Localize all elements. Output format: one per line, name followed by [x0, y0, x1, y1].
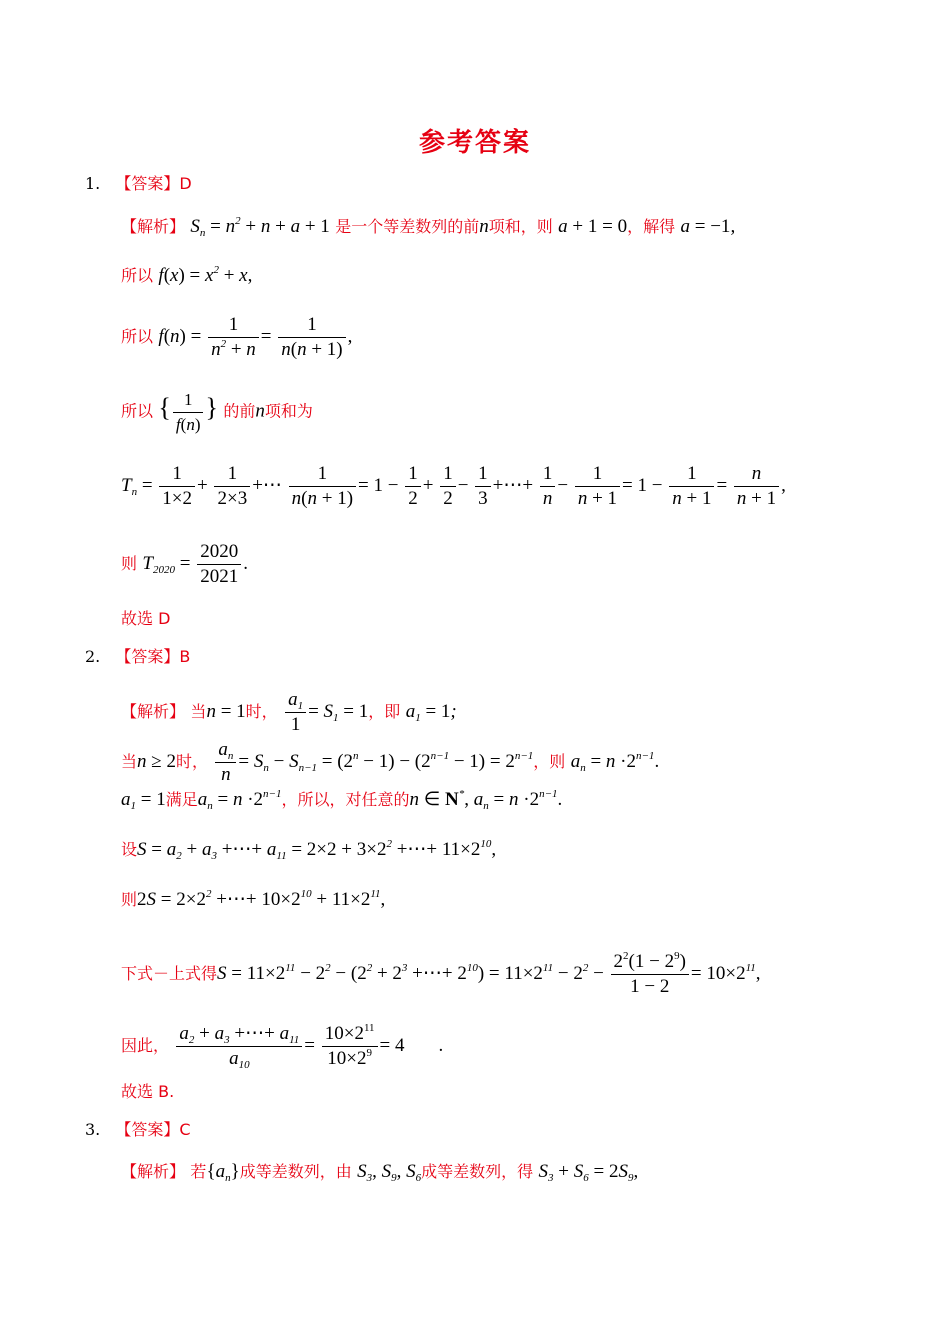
q3-header	[85, 1118, 191, 1142]
q3-analysis-line-1: 【解析】 若$\{a_n\}$成等差数列，由 $S_3$, $S_9$, $S_6$成等差数列，得 $S_3 + S_6 = 2S_9$,	[121, 1161, 639, 1184]
q1-analysis-label: 【解析】	[121, 217, 186, 236]
q3-number: 3.	[85, 1120, 101, 1139]
q1-analysis-line-1: 【解析】 $S_n = n^2 + n + a + 1$ 是一个等差数列的前n项和，则 a + 1 = 0，解得 a = −1,	[121, 215, 736, 239]
q2-analysis-line-7: 因此， $\frac{a_2 + a_3 +\cdots+ a_{11}}{a_{10}}$ = $\frac{10\times 2^{11}}{10\times 2^9}$ = 4 .	[121, 1022, 444, 1071]
q2-analysis-line-2: 当n ≥ 2时， $\frac{a_n}{n}$ = $S_n - S_{n-1} = (2^n - 1) - (2^{n-1} - 1) = 2^{n-1}$，则 $a_n = n \cdot 2^{n-1}$.	[121, 739, 660, 785]
q2-analysis-line-5: 则$2S = 2\times 2^2$ +⋯+ $10\times 2^{10} + 11\times 2^{11}$,	[121, 888, 386, 910]
q1-analysis-line-6: 则 $T_{2020}$ = $\frac{2020}{2021}$ .	[121, 541, 248, 587]
q1-formula-fx: $f(x) = x^2 + x$,	[158, 264, 253, 286]
q2-analysis-label: 【解析】	[121, 701, 186, 721]
q3-analysis-label: 【解析】	[121, 1162, 186, 1181]
q1-number: 1.	[85, 174, 101, 193]
q1-conclusion: 故选 D	[121, 609, 171, 628]
q1-formula-tn: $T_n$ = $\frac{1}{1\times 2}$ + $\frac{1}{2\times 3}$ +⋯ $\frac{1}{n(n + 1)}$ = 1 − $\frac{1}{2}$ + $\frac{1}{2}$ − $\frac{1}{3}$ +⋯+ $\frac{1}{n}$ − $\frac{1}{n + 1}$ = 1 − $\frac{1}{n + 1}$ = $\frac{n}{n + 1}$ ,	[121, 463, 786, 509]
q1-header	[85, 172, 192, 196]
q3-answer: 【答案】C	[115, 1120, 191, 1139]
q1-analysis-line-4: 所以 { $\frac{1}{f(n)}$ } 的前n项和为	[121, 390, 313, 434]
q2-answer: 【答案】B	[115, 647, 191, 666]
q2-analysis-line-3: $a_1 = 1$满足$a_n = n \cdot 2^{n-1}$，所以，对任意的n ∈ N*, $a_n = n \cdot 2^{n-1}$.	[121, 788, 563, 812]
q2-header	[85, 645, 190, 669]
q1-analysis-line-5	[121, 462, 786, 511]
q1-formula-t2020: $T_{2020}$ = $\frac{2020}{2021}$ .	[142, 541, 248, 587]
q1-formula-set: { $\frac{1}{f(n)}$ }	[158, 390, 218, 434]
q2-number: 2.	[85, 647, 101, 666]
q1-formula-sn: $S_n = n^2 + n + a + 1$	[190, 215, 330, 239]
q2-analysis-line-1: 【解析】 当n = 1时， $\frac{a_1}{1}$ = $S_1 = 1$，即 $a_1 = 1$;	[121, 689, 457, 735]
q1-answer: 【答案】D	[115, 174, 192, 193]
q1-formula-fn: f(n) = $\frac{1}{n^2 + n}$ = $\frac{1}{n(n + 1)}$ ,	[158, 314, 353, 360]
q1-analysis-line-3: 所以 f(n) = $\frac{1}{n^2 + n}$ = $\frac{1}{n(n + 1)}$ ,	[121, 314, 353, 360]
q1-analysis-line-2: 所以 $f(x) = x^2 + x$,	[121, 264, 253, 286]
q2-analysis-line-4: 设$S = a_2 + a_3$ +⋯+ $a_{11} = 2\times 2 + 3\times 2^2$ +⋯+ $11\times 2^{10}$,	[121, 838, 497, 862]
q2-analysis-line-6: 下式－上式得$S = 11\times 2^{11} - 2^2 - (2^2 + 2^3$ +⋯+ $2^{10}) = 11\times 2^{11} - 2^2$ − $\frac{2^2(1 - 2^9)}{1 - 2}$ = $10\times 2^{11}$,	[121, 950, 761, 997]
q2-conclusion: 故选 B.	[121, 1082, 175, 1101]
page-title: 参考答案	[418, 128, 531, 158]
